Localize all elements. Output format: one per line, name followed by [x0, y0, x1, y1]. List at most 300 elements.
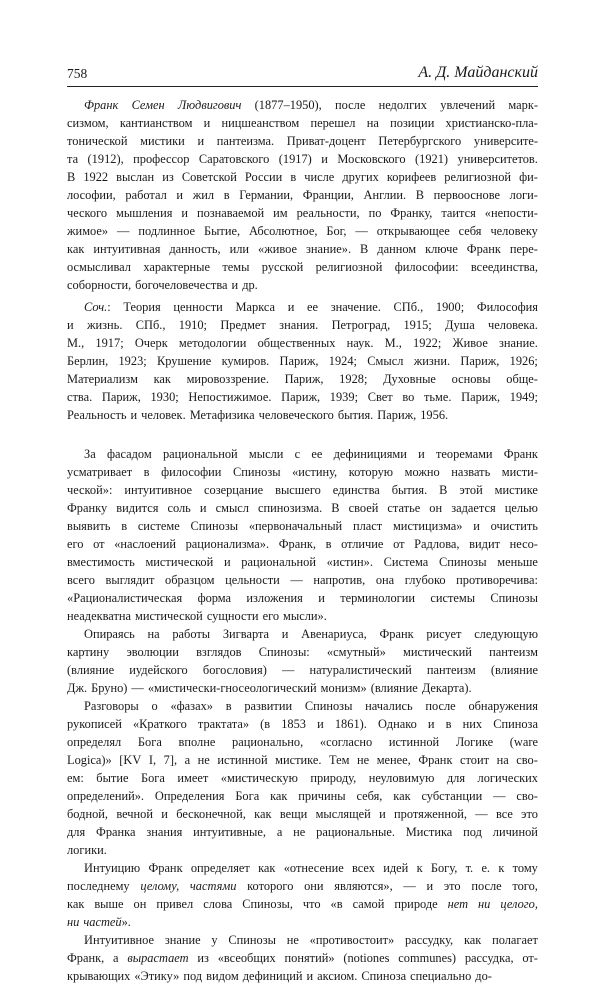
text-line	[67, 805, 538, 823]
word: системы	[430, 591, 476, 605]
word: профессор	[133, 152, 190, 166]
word: пантеизм	[426, 663, 476, 677]
word: целому,	[140, 879, 180, 893]
word: увлечений	[440, 98, 496, 112]
word: христианско-пла-	[445, 116, 538, 130]
word: как	[258, 861, 276, 875]
word: Непостижимое.	[188, 390, 272, 404]
word: Франк	[418, 753, 453, 767]
text-line	[67, 204, 538, 222]
word: не	[357, 753, 370, 767]
word: I,	[148, 753, 157, 767]
word: его	[67, 537, 84, 551]
word: себя,	[356, 789, 383, 803]
word: задается	[451, 501, 496, 515]
word: и	[130, 408, 138, 422]
word: Франк	[148, 861, 183, 875]
word: В	[67, 170, 76, 184]
word: бесконечной,	[176, 807, 246, 821]
word: Философия	[476, 300, 538, 314]
word: ни	[478, 897, 491, 911]
word: «живое	[258, 242, 297, 256]
word: Система	[383, 555, 429, 569]
word: статье	[387, 501, 421, 515]
word: от	[393, 537, 405, 551]
word: неадекватна	[67, 609, 132, 623]
word: 1917;	[95, 336, 124, 350]
word: сизмом,	[67, 116, 109, 130]
word: Франк	[466, 242, 501, 256]
word: Метафизика	[189, 408, 255, 422]
word: усматривает	[67, 465, 133, 479]
word: напротив,	[313, 573, 366, 587]
word: видом	[206, 969, 239, 983]
text-line	[67, 517, 538, 535]
word: развитии	[244, 699, 293, 713]
word: а	[276, 825, 283, 839]
word: форма	[197, 591, 232, 605]
page-number: 758	[67, 66, 88, 81]
word: дефинициями	[333, 447, 407, 461]
word: СПб.,	[393, 300, 424, 314]
word: Реальность	[67, 408, 127, 422]
word: частей».	[83, 915, 131, 929]
word: Париж,	[377, 408, 417, 422]
word: имеет	[177, 771, 209, 785]
word: Материализм	[67, 372, 138, 386]
word: Свет	[367, 390, 393, 404]
word: Радлова,	[414, 537, 460, 551]
word: несо-	[509, 537, 538, 551]
word: пантеизм	[489, 645, 538, 659]
word: Мистика	[405, 825, 453, 839]
word: Франка	[96, 825, 136, 839]
word: 1956.	[420, 408, 449, 422]
works-list-paragraph	[67, 298, 538, 424]
word: 1930;	[150, 390, 179, 404]
word: познаваемой	[196, 206, 265, 220]
word: с	[294, 447, 301, 461]
word: стоит	[460, 753, 490, 767]
word: значение.	[330, 300, 381, 314]
word: человеческого	[258, 408, 334, 422]
word: целью	[504, 501, 538, 515]
word: можно	[404, 465, 440, 479]
text-line	[67, 276, 538, 294]
word: противоречива:	[456, 573, 538, 587]
word: после	[425, 699, 456, 713]
word: Зигварта	[222, 627, 270, 641]
word: Берлин,	[67, 354, 109, 368]
word: богословия)	[202, 663, 267, 677]
text-line	[67, 877, 538, 895]
word: Однако	[377, 717, 417, 731]
word: русской	[261, 260, 304, 274]
word: вырастает	[127, 951, 189, 965]
word: ни	[67, 915, 80, 929]
word: «мистическую	[220, 771, 298, 785]
word: им	[273, 206, 288, 220]
word: натуралистический	[309, 663, 412, 677]
word: 1915;	[403, 318, 432, 332]
word: от	[93, 537, 105, 551]
word: Париж,	[279, 354, 319, 368]
word: человек.	[141, 408, 186, 422]
word: определял	[67, 735, 122, 749]
word: жизнь.	[86, 318, 123, 332]
word: и	[287, 300, 295, 314]
word: из	[162, 170, 174, 184]
word: —	[493, 789, 506, 803]
word: «фазах»	[170, 699, 213, 713]
text-line	[67, 535, 538, 553]
word: и	[426, 879, 434, 893]
text-line	[67, 715, 538, 733]
text-line	[67, 769, 538, 787]
text-line	[67, 352, 538, 370]
word: осмысливал	[67, 260, 131, 274]
word: перешел	[310, 116, 356, 130]
text-line	[67, 406, 538, 424]
word: мистицизма»	[392, 519, 463, 533]
word: крывающих	[67, 969, 131, 983]
word: жизни.	[413, 354, 451, 368]
word: Франции,	[302, 188, 354, 202]
word: этой	[459, 483, 483, 497]
word: Париж,	[281, 390, 321, 404]
text-line	[67, 168, 538, 186]
word: сво-	[516, 789, 538, 803]
word: Декарта).	[421, 681, 472, 695]
word: них	[462, 717, 483, 731]
word: жимое»	[67, 224, 109, 238]
word: и	[379, 807, 386, 821]
word: мистике.	[275, 753, 322, 767]
word: мистический	[403, 645, 472, 659]
word: Англии.	[363, 188, 407, 202]
word: религиозной	[315, 260, 383, 274]
word: Франк	[503, 447, 538, 461]
text-line	[67, 697, 538, 715]
text-line	[67, 553, 538, 571]
word: В	[415, 188, 424, 202]
word: он	[429, 501, 443, 515]
word: самой	[352, 897, 385, 911]
word: 1922;	[413, 336, 442, 350]
word: основы	[451, 372, 491, 386]
word: целого,	[500, 897, 538, 911]
word: методологии	[178, 336, 247, 350]
word: реальности,	[296, 206, 360, 220]
header-rule	[67, 86, 538, 87]
word: это	[521, 807, 538, 821]
word: картину	[67, 645, 110, 659]
word: 1922	[83, 170, 109, 184]
word: Московского	[337, 152, 406, 166]
word: В	[331, 501, 340, 515]
word: (1877–1950),	[254, 98, 322, 112]
word: видится	[116, 501, 159, 515]
word: созерцание	[204, 483, 264, 497]
text-line	[67, 859, 538, 877]
word: и	[223, 555, 231, 569]
word: отличие	[341, 537, 384, 551]
word: рациональные.	[316, 825, 395, 839]
word: «противостоит»	[309, 933, 395, 947]
text-line	[67, 388, 538, 406]
word: единства	[332, 483, 380, 497]
word: всеединства,	[470, 260, 538, 274]
word: Спинозы	[232, 465, 281, 479]
word: «мистически-гносеологический	[147, 681, 317, 695]
word: СПб.,	[135, 318, 166, 332]
word: истинной	[217, 753, 268, 767]
word: Спинозы,	[242, 897, 293, 911]
word: монизм»	[320, 681, 367, 695]
word: интуитивные,	[193, 825, 266, 839]
text-line	[67, 132, 538, 150]
word: 1900;	[435, 300, 465, 314]
word: (влияние	[490, 663, 538, 677]
text-line	[67, 841, 538, 859]
word: «в	[330, 897, 343, 911]
word: во	[402, 390, 415, 404]
word: мировоззрение.	[186, 372, 269, 386]
text-line	[67, 607, 538, 625]
word: смысл	[215, 501, 249, 515]
word: —	[281, 663, 295, 677]
text-line	[67, 222, 538, 240]
word: (влияние	[370, 681, 418, 695]
word: в	[225, 699, 232, 713]
word: [KV	[119, 753, 142, 767]
word: мистической	[135, 609, 203, 623]
word: Советской	[181, 170, 237, 184]
word: теоремами	[436, 447, 493, 461]
word: Париж,	[284, 372, 324, 386]
word: университе-	[473, 134, 538, 148]
word: открывающее	[376, 224, 450, 238]
running-head-author: А. Д. Майданский	[418, 64, 538, 81]
word: —	[117, 224, 130, 238]
text-line	[67, 445, 538, 463]
word: та	[67, 152, 79, 166]
text-line	[67, 949, 538, 967]
word: е.	[481, 861, 491, 875]
word: соборности,	[67, 278, 132, 292]
word: под	[183, 969, 203, 983]
word: Разговоры	[84, 699, 139, 713]
word: и	[161, 807, 168, 821]
word: она	[375, 573, 395, 587]
word: интуитивная	[93, 242, 161, 256]
word: Бытие,	[203, 224, 241, 238]
word: др.	[242, 278, 258, 292]
word: выслан	[116, 170, 155, 184]
word: университетов.	[457, 152, 538, 166]
word: «непости-	[484, 206, 538, 220]
word: Франку	[67, 501, 108, 515]
word: что	[302, 897, 321, 911]
word: Семен	[131, 98, 165, 112]
word: и	[203, 116, 211, 130]
word: Бог,	[326, 224, 347, 238]
word: (1912),	[87, 152, 124, 166]
word: ценности	[173, 300, 223, 314]
word: после	[471, 879, 502, 893]
word: определяет	[190, 861, 250, 875]
word: Франк,	[278, 537, 316, 551]
text-line	[67, 316, 538, 334]
word: трактата»	[197, 717, 250, 731]
word: Соч.:	[84, 300, 111, 314]
word: (1921)	[415, 152, 449, 166]
word: бытие	[96, 771, 129, 785]
word: рисует	[426, 627, 462, 641]
word: от-	[522, 951, 538, 965]
text-line	[67, 114, 538, 132]
word: других	[342, 170, 379, 184]
word: и	[427, 717, 435, 731]
word: пласт	[352, 519, 383, 533]
word: «Этику»	[134, 969, 180, 983]
word: 1949;	[509, 390, 538, 404]
word: образцом	[165, 573, 215, 587]
word: Саратовского	[198, 152, 270, 166]
word: —	[355, 224, 368, 238]
word: ее	[307, 300, 319, 314]
text-line	[67, 823, 538, 841]
word: причины	[298, 789, 346, 803]
word: 1910;	[178, 318, 207, 332]
word: знание».	[305, 242, 352, 256]
word: и	[181, 206, 188, 220]
word: изложения	[246, 591, 303, 605]
word: характерные	[143, 260, 210, 274]
word: истинной	[388, 735, 440, 749]
word: мышления	[116, 206, 173, 220]
text-line	[67, 96, 538, 114]
text-line	[67, 589, 538, 607]
word: лософии,	[67, 188, 116, 202]
word: выше	[94, 897, 124, 911]
word: 1861).	[334, 717, 367, 731]
word: мыслящей	[315, 807, 371, 821]
text-line	[67, 370, 538, 388]
word: 1924;	[328, 354, 357, 368]
word: и	[306, 969, 314, 983]
word: мистической	[145, 555, 214, 569]
word: меньше	[497, 555, 538, 569]
word: 1923;	[118, 354, 147, 368]
word: Франк,	[67, 951, 105, 965]
word: личиной	[492, 825, 538, 839]
word: —	[290, 573, 303, 587]
word: природу,	[310, 771, 357, 785]
word: для	[446, 771, 466, 785]
word: Logica)»	[67, 753, 112, 767]
word: в	[143, 465, 150, 479]
word: и	[318, 591, 325, 605]
word: 1926;	[509, 354, 538, 368]
word: Бога	[140, 771, 165, 785]
word: пантеизма.	[216, 134, 275, 148]
word: неуловимую	[368, 771, 435, 785]
word: глубоко	[404, 573, 446, 587]
text-line	[67, 661, 538, 679]
word: Спинозы	[490, 591, 538, 605]
word: мысли».	[283, 609, 327, 623]
word: и	[231, 278, 239, 292]
word: логики.	[67, 843, 107, 857]
word: философии	[161, 465, 222, 479]
text-line	[67, 733, 538, 751]
text-line	[67, 463, 538, 481]
word: Бруно)	[91, 681, 128, 695]
word: Петербургского	[378, 134, 462, 148]
word: знания.	[279, 318, 319, 332]
word: и	[281, 627, 289, 641]
word: вместимость	[67, 555, 135, 569]
word: своей	[348, 501, 379, 515]
word: человека.	[488, 318, 538, 332]
word: и	[176, 188, 184, 202]
word: Интуицию	[84, 861, 141, 875]
word: привел	[156, 897, 194, 911]
text-line	[67, 643, 538, 661]
word: логических	[477, 771, 538, 785]
word: Приват-доцент	[286, 134, 366, 148]
word: ее	[311, 447, 323, 461]
word: бытия.	[337, 408, 374, 422]
word: —	[131, 681, 144, 695]
word: 7],	[163, 753, 178, 767]
word: для	[67, 825, 86, 839]
word: соль	[167, 501, 191, 515]
word: специально	[410, 969, 472, 983]
word: Бога	[235, 789, 260, 803]
word: ницшеанством	[221, 116, 300, 130]
word: на	[496, 753, 509, 767]
word: которого	[247, 879, 294, 893]
word: по	[368, 206, 382, 220]
word: в	[223, 188, 230, 202]
word: выявить	[67, 519, 111, 533]
running-header	[67, 64, 538, 86]
word: ческой»:	[67, 483, 113, 497]
word: как	[254, 807, 272, 821]
word: вещи	[279, 807, 308, 821]
word: Франк	[84, 98, 119, 112]
word: Спинозы	[438, 555, 487, 569]
word: Интуитивное	[84, 933, 155, 947]
word: последнему	[67, 879, 130, 893]
word: вполне	[178, 735, 216, 749]
word: высшего	[275, 483, 321, 497]
word: Спинозы	[190, 519, 239, 533]
word: которую	[348, 465, 394, 479]
word: иудейского	[129, 663, 188, 677]
word: 1939;	[329, 390, 359, 404]
word: мысли	[248, 447, 284, 461]
word: его	[262, 609, 280, 623]
word: Очерк	[134, 336, 168, 350]
word: Петроград,	[331, 318, 391, 332]
word: на	[147, 627, 160, 641]
word: как	[393, 789, 411, 803]
word: полагает	[492, 933, 538, 947]
word: видит	[469, 537, 500, 551]
